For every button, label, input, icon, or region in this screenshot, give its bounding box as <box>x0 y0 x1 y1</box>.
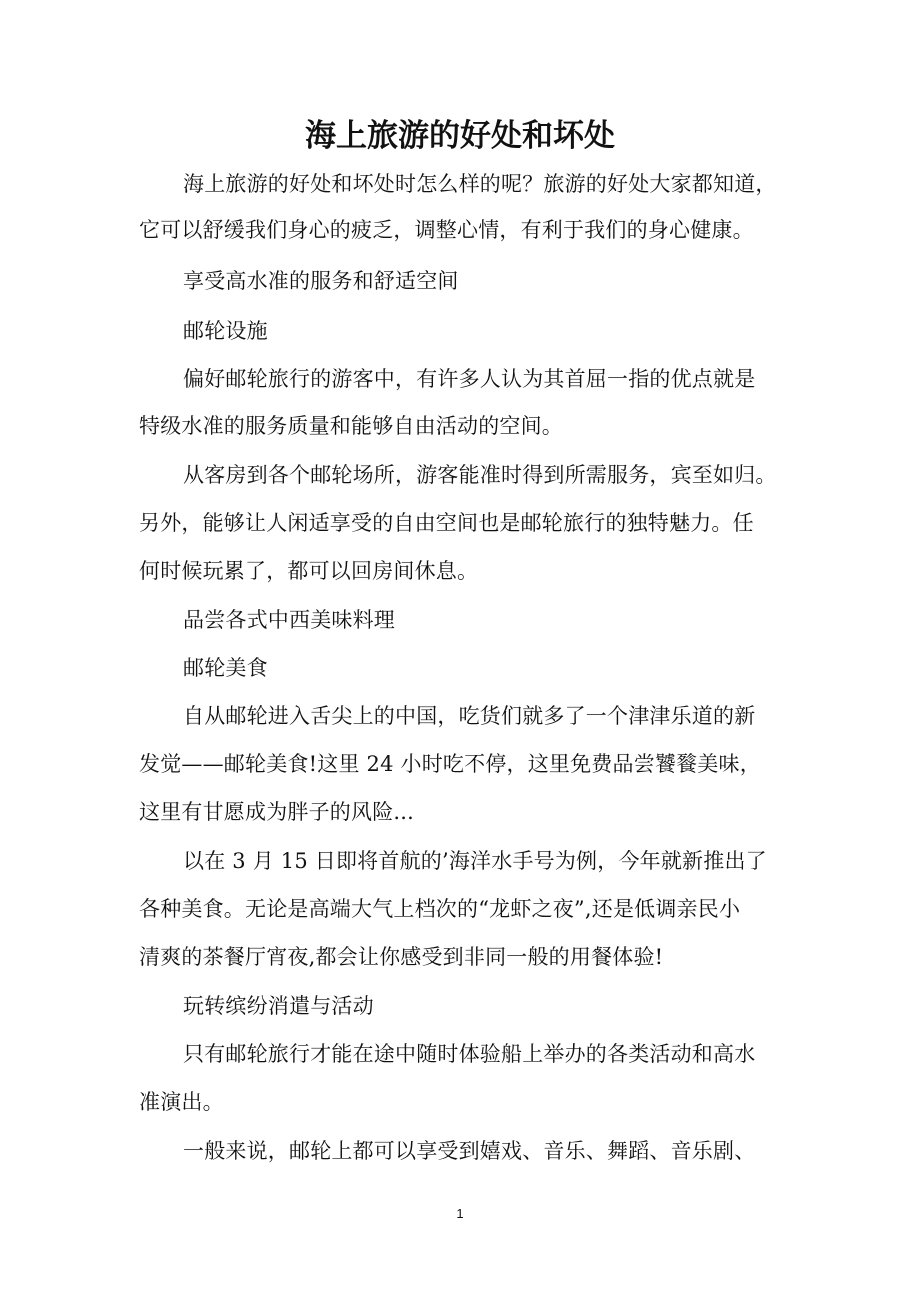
section-heading: 玩转缤纷消遣与活动 <box>183 994 374 1018</box>
section-heading: 享受高水准的服务和舒适空间 <box>183 269 459 293</box>
paragraph-line: 何时候玩累了，都可以回房间休息。 <box>139 559 479 583</box>
section-heading: 品尝各式中西美味料理 <box>183 608 395 632</box>
paragraph-line: 另外，能够让人闲适享受的自由空间也是邮轮旅行的独特魅力。任 <box>139 511 754 535</box>
paragraph-line: 只有邮轮旅行才能在途中随时体验船上举办的各类活动和高水 <box>183 1042 756 1066</box>
paragraph-line: 偏好邮轮旅行的游客中，有许多人认为其首屈一指的优点就是 <box>183 367 756 391</box>
paragraph-line: 从客房到各个邮轮场所，游客能准时得到所需服务，宾至如归。 <box>183 463 777 487</box>
paragraph-line: 以在 3 月 15 日即将首航的’海洋水手号为例，今年就新推出了 <box>183 849 767 873</box>
section-heading: 邮轮美食 <box>183 656 268 680</box>
section-heading: 邮轮设施 <box>183 319 268 343</box>
paragraph-line: 各种美食。无论是高端大气上档次的“龙虾之夜”,还是低调亲民小 <box>139 897 741 921</box>
paragraph-line: 清爽的茶餐厅宵夜,都会让你感受到非同一般的用餐体验! <box>139 945 664 969</box>
document-title: 海上旅游的好处和坏处 <box>305 118 615 154</box>
paragraph-line: 准演出。 <box>139 1090 224 1114</box>
page-number: 1 <box>456 1206 464 1221</box>
paragraph-line: 一般来说，邮轮上都可以享受到嬉戏、音乐、舞蹈、音乐剧、 <box>183 1139 756 1163</box>
paragraph-line: 海上旅游的好处和坏处时怎么样的呢？旅游的好处大家都知道， <box>183 172 777 196</box>
paragraph-line: 特级水准的服务质量和能够自由活动的空间。 <box>139 414 563 438</box>
paragraph-line: 它可以舒缓我们身心的疲乏，调整心情，有利于我们的身心健康。 <box>139 218 754 242</box>
paragraph-line: 这里有甘愿成为胖子的风险... <box>139 800 415 824</box>
paragraph-line: 自从邮轮进入舌尖上的中国，吃货们就多了一个津津乐道的新 <box>183 704 756 728</box>
paragraph-line: 发觉——邮轮美食!这里 24 小时吃不停，这里免费品尝饕餮美味， <box>139 752 761 776</box>
